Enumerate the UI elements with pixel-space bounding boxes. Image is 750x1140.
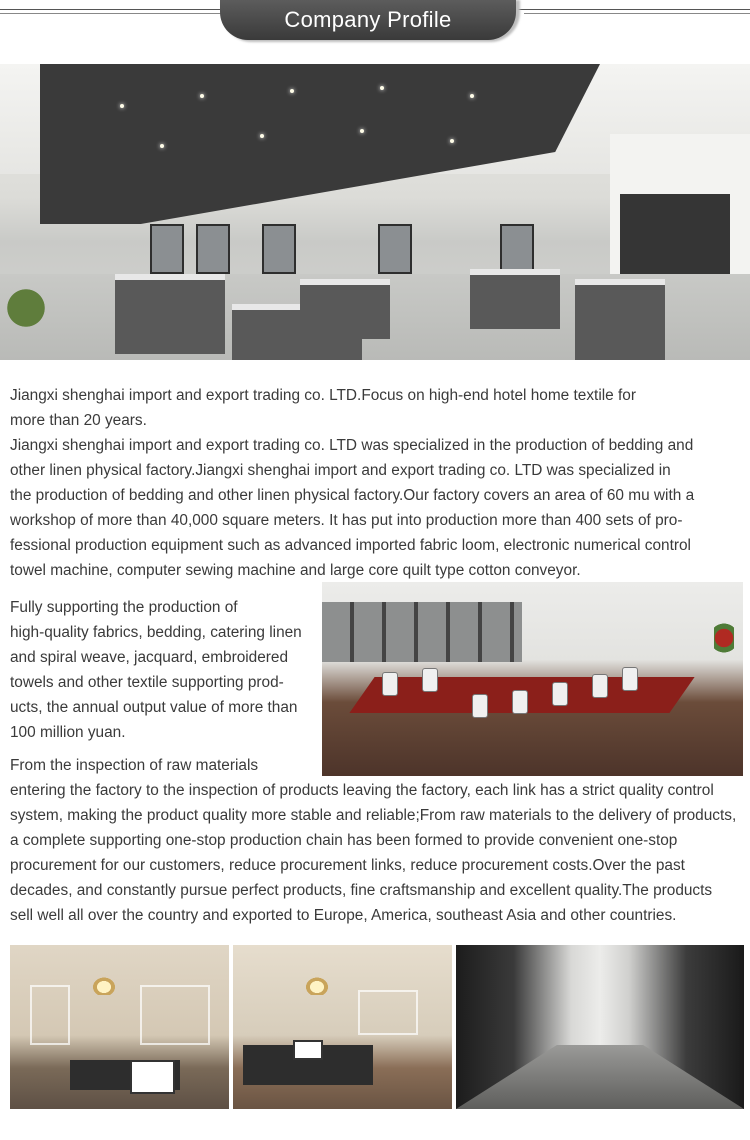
- ceiling-light: [120, 104, 124, 108]
- window: [150, 224, 184, 274]
- quality-line: decades, and constantly pursue perfect products, fine craftsmanship and excellent quality.The products: [10, 882, 713, 899]
- header-rule-right-lower: [524, 13, 750, 14]
- intro-line: towel machine, computer sewing machine and large core quilt type cotton conveyor.: [10, 562, 581, 579]
- monitor: [293, 1040, 323, 1060]
- window: [500, 224, 534, 274]
- quality-line: system, making the product quality more stable and reliable;From raw materials to the delivery of products,: [10, 807, 737, 824]
- quality-paragraph-head: [10, 753, 316, 778]
- ceiling-light: [380, 86, 384, 90]
- quality-line: entering the factory to the inspection of products leaving the factory, each link has a strict quality control: [10, 782, 714, 799]
- window: [262, 224, 296, 274]
- corridor-floor: [456, 1045, 744, 1109]
- workstation: [115, 274, 225, 354]
- window: [196, 224, 230, 274]
- chair: [382, 672, 398, 696]
- meeting-room-photo: [322, 582, 743, 776]
- office-desk-photo: [233, 945, 452, 1109]
- workstation: [575, 279, 665, 360]
- supporting-paragraph: [10, 595, 316, 745]
- intro-line: Jiangxi shenghai import and export trading co. LTD.Focus on high-end hotel home textile for: [10, 387, 636, 404]
- intro-line: more than 20 years.: [10, 412, 147, 429]
- dark-ceiling-panel: [40, 64, 600, 224]
- page-title: Company Profile: [284, 7, 452, 32]
- supporting-line: high-quality fabrics, bedding, catering linen: [10, 624, 302, 641]
- ceiling-light: [470, 94, 474, 98]
- quality-line: procurement for our customers, reduce procurement links, reduce procurement costs.Over the past: [10, 857, 685, 874]
- quality-line: sell well all over the country and exported to Europe, America, southeast Asia and other countries.: [10, 907, 677, 924]
- window-panel: [358, 990, 418, 1035]
- ceiling-light: [360, 129, 364, 133]
- ceiling-light: [450, 139, 454, 143]
- section-header: [0, 0, 750, 50]
- quality-paragraph: [10, 778, 750, 928]
- chair: [552, 682, 568, 706]
- chair: [422, 668, 438, 692]
- header-rule-left: [0, 9, 232, 10]
- chandelier: [90, 975, 118, 995]
- supporting-line: 100 million yuan.: [10, 724, 126, 741]
- executive-office-photo: [10, 945, 229, 1109]
- supporting-line: Fully supporting the production of: [10, 599, 238, 616]
- ceiling-light: [260, 134, 264, 138]
- office-panorama-photo: [0, 64, 750, 360]
- chair: [592, 674, 608, 698]
- chandelier: [303, 975, 331, 995]
- window-band: [322, 602, 522, 662]
- intro-line: other linen physical factory.Jiangxi shenghai import and export trading co. LTD was specialized in: [10, 462, 671, 479]
- potted-plant: [714, 622, 734, 662]
- window: [378, 224, 412, 274]
- ceiling-light: [200, 94, 204, 98]
- header-rule-left-lower: [0, 13, 226, 14]
- potted-plant: [6, 284, 46, 344]
- workstation: [470, 269, 560, 329]
- supporting-line: towels and other textile supporting prod-: [10, 674, 284, 691]
- workstation: [300, 279, 390, 339]
- intro-line: workshop of more than 40,000 square meters. It has put into production more than 400 sets of pro-: [10, 512, 683, 529]
- header-rule-right: [518, 9, 750, 10]
- monitor: [130, 1060, 175, 1094]
- ceiling-light: [290, 89, 294, 93]
- intro-line: the production of bedding and other linen physical factory.Our factory covers an area of 60 mu with a: [10, 487, 695, 504]
- supporting-line: and spiral weave, jacquard, embroidered: [10, 649, 289, 666]
- intro-paragraph: [10, 383, 745, 583]
- wall-panel: [30, 985, 70, 1045]
- wall-panel: [140, 985, 210, 1045]
- intro-line: fessional production equipment such as advanced imported fabric loom, electronic numerical control: [10, 537, 691, 554]
- supporting-line: ucts, the annual output value of more than: [10, 699, 298, 716]
- header-tab: [220, 0, 516, 40]
- chair: [512, 690, 528, 714]
- quality-head-line: From the inspection of raw materials: [10, 757, 259, 774]
- intro-line: Jiangxi shenghai import and export trading co. LTD was specialized in the production of bedding and: [10, 437, 694, 454]
- chair: [622, 667, 638, 691]
- quality-line: a complete supporting one-stop production chain has been formed to provide convenient one-stop: [10, 832, 678, 849]
- corridor-photo: [456, 945, 744, 1109]
- ceiling-light: [160, 144, 164, 148]
- chair: [472, 694, 488, 718]
